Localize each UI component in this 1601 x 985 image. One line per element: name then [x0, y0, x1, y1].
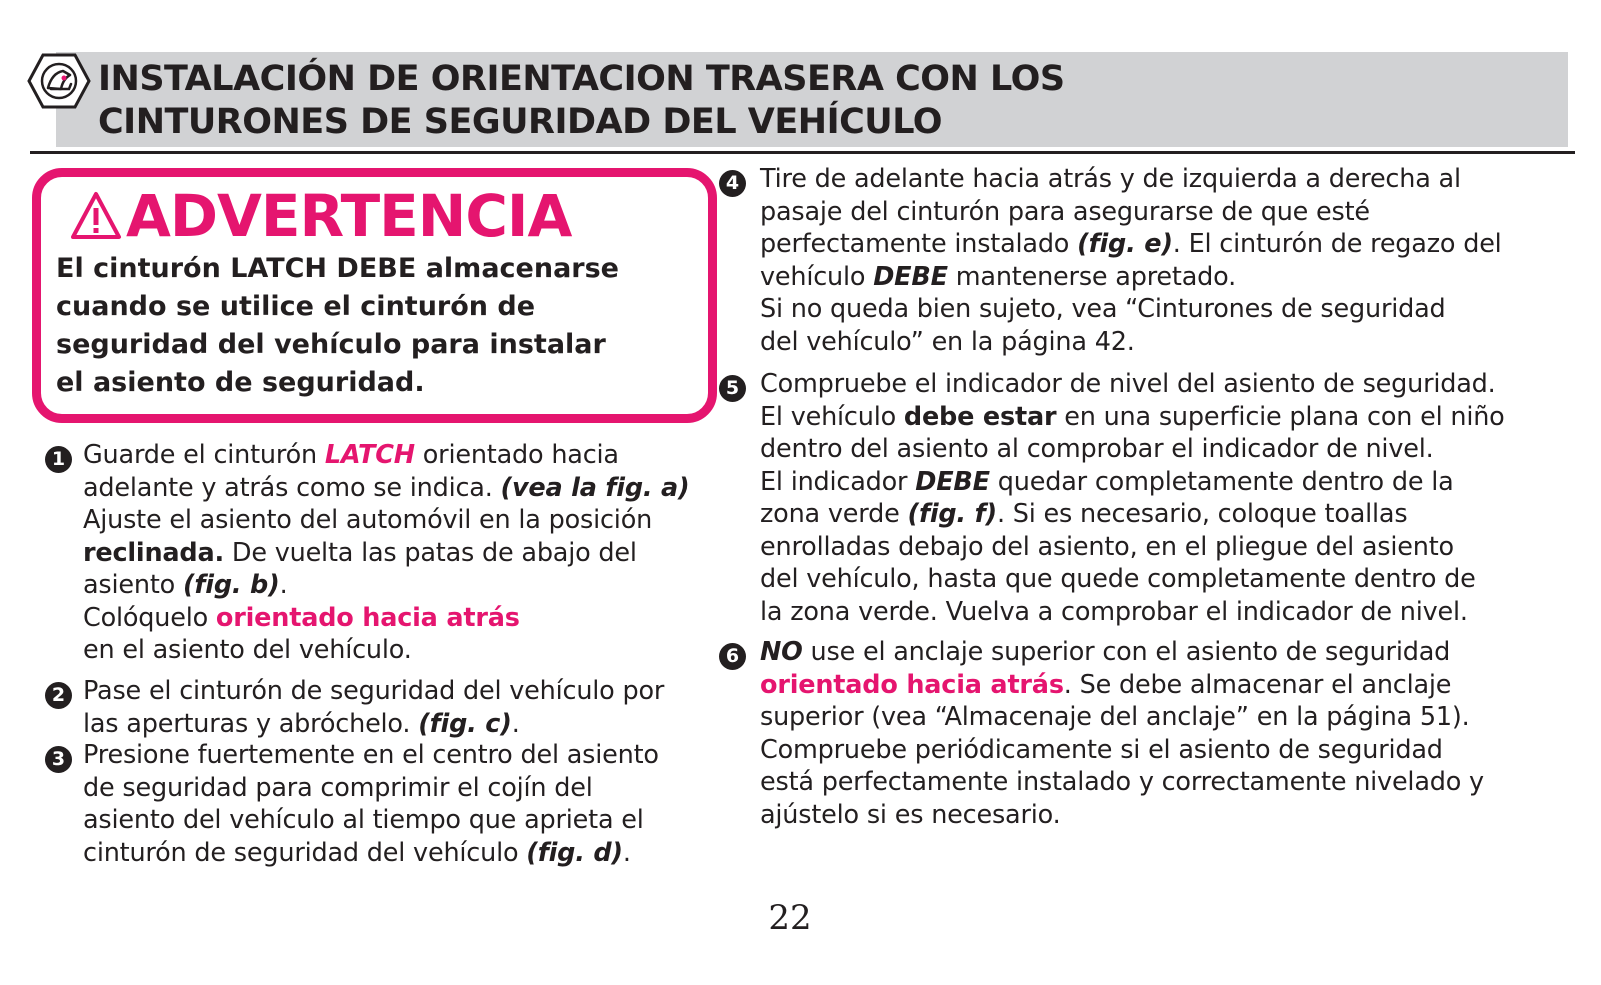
step-5-line: del vehículo, hasta que quede completamente dentro de	[760, 564, 1476, 594]
text-run: .	[622, 837, 631, 868]
step-1-line	[83, 439, 690, 472]
step-number-6: 6	[719, 643, 746, 670]
step-5-line	[760, 401, 1505, 434]
emphasis: NO	[760, 637, 803, 667]
emphasis: DEBE	[873, 261, 948, 292]
step-3-line	[83, 837, 659, 870]
step-5-line: enrolladas debajo del asiento, en el pliegue del asiento	[760, 531, 1454, 562]
page-title	[98, 58, 1538, 144]
figure-ref: (fig. d)	[526, 837, 623, 868]
step-1-line	[83, 569, 690, 602]
text-run: las aperturas y abróchelo.	[83, 708, 419, 739]
warning-line-3: seguridad del vehículo para instalar	[56, 329, 606, 360]
step-6-line: Compruebe periódicamente si el asiento de seguridad	[760, 734, 1443, 765]
step-2-line: Pase el cinturón de seguridad del vehículo por	[83, 676, 665, 706]
car-seat-icon	[27, 53, 91, 109]
step-4-line: Tire de adelante hacia atrás y de izquierda a derecha al	[760, 164, 1461, 194]
step-number-1: 1	[45, 446, 72, 473]
text-run: . Se debe almacenar el anclaje	[1063, 669, 1452, 700]
step-2-text	[83, 675, 664, 740]
step-4-line: del vehículo” en la página 42.	[760, 326, 1135, 357]
step-6-line: está perfectamente instalado y correctamente nivelado y	[760, 767, 1484, 797]
text-run: vehículo	[760, 261, 874, 292]
rear-facing-term: orientado hacia atrás	[215, 602, 520, 633]
text-run: adelante y atrás como se indica.	[83, 472, 501, 503]
text-run: cinturón de seguridad del vehículo	[83, 837, 527, 868]
figure-ref: (vea la fig. a)	[500, 472, 690, 503]
warning-triangle-icon	[70, 191, 122, 241]
step-number-4: 4	[719, 170, 746, 197]
warning-line-2: cuando se utilice el cinturón de	[56, 291, 536, 322]
warning-line-4: el asiento de seguridad.	[56, 367, 425, 398]
step-6-line: superior (vea “Almacenaje del anclaje” en la página 51).	[760, 702, 1470, 732]
text-run: De vuelta las patas de abajo del	[223, 537, 637, 568]
latch-term: LATCH	[324, 440, 415, 470]
text-run: El vehículo	[760, 401, 904, 432]
warning-heading	[70, 180, 571, 252]
text-run: perfectamente instalado	[760, 229, 1078, 259]
text-run: . Si es necesario, coloque toallas	[996, 499, 1408, 529]
figure-ref: (fig. f)	[907, 499, 997, 529]
step-1-line	[83, 602, 690, 635]
rear-facing-term: orientado hacia atrás	[760, 669, 1064, 700]
step-5-text	[760, 368, 1505, 628]
step-1-line	[83, 537, 690, 570]
warning-line-1: El cinturón LATCH DEBE almacenarse	[56, 253, 619, 284]
text-run: .	[279, 570, 288, 600]
text-run: en una superficie plana con el niño	[1056, 401, 1505, 432]
warning-text	[56, 250, 706, 402]
emphasis: DEBE	[915, 466, 990, 497]
figure-ref: (fig. b)	[182, 570, 280, 600]
figure-ref: (fig. c)	[418, 708, 512, 739]
text-run: orientado hacia	[414, 440, 619, 470]
step-5-line: la zona verde. Vuelva a comprobar el indicador de nivel.	[760, 596, 1468, 627]
step-4-line	[760, 228, 1502, 261]
step-number-5: 5	[719, 375, 746, 402]
title-line-1: INSTALACIÓN DE ORIENTACION TRASERA CON LOS	[98, 59, 1065, 99]
figure-ref: (fig. e)	[1077, 229, 1173, 259]
step-1-line	[83, 472, 690, 505]
text-run: El indicador	[760, 466, 916, 497]
step-2-line	[83, 708, 664, 741]
header-divider	[30, 151, 1575, 154]
step-4-text	[760, 163, 1502, 358]
step-4-line: pasaje del cinturón para asegurarse de que esté	[760, 196, 1370, 227]
emphasis: debe estar	[903, 401, 1057, 432]
step-5-line	[760, 466, 1505, 499]
step-4-line: Si no queda bien sujeto, vea “Cinturones de seguridad	[760, 294, 1446, 324]
step-3-line: Presione fuertemente en el centro del asiento	[83, 740, 659, 770]
text-run: asiento	[83, 570, 183, 600]
step-3-line: asiento del vehículo al tiempo que aprieta el	[83, 805, 644, 835]
step-6-line	[760, 669, 1484, 702]
step-6-text	[760, 636, 1484, 831]
text-run: quedar completamente dentro de la	[989, 466, 1454, 497]
text-run: Colóquelo	[83, 602, 216, 633]
text-run: .	[511, 708, 520, 739]
step-number-3: 3	[45, 746, 72, 773]
step-number-2: 2	[45, 682, 72, 709]
step-6-line: ajústelo si es necesario.	[760, 799, 1061, 830]
step-5-line: dentro del asiento al comprobar el indicador de nivel.	[760, 434, 1434, 464]
step-1-text	[83, 439, 690, 667]
page-number: 22	[768, 898, 812, 938]
text-run: zona verde	[760, 499, 908, 529]
step-4-line	[760, 261, 1502, 294]
step-1-line: en el asiento del vehículo.	[83, 635, 412, 665]
step-3-text	[83, 739, 659, 869]
step-5-line: Compruebe el indicador de nivel del asiento de seguridad.	[760, 369, 1496, 399]
text-run: mantenerse apretado.	[947, 261, 1236, 292]
title-line-2: CINTURONES DE SEGURIDAD DEL VEHÍCULO	[98, 102, 943, 142]
text-run: Guarde el cinturón	[83, 440, 325, 470]
warning-title: ADVERTENCIA	[126, 182, 572, 250]
step-1-line: Ajuste el asiento del automóvil en la posición	[83, 505, 653, 535]
emphasis: reclinada.	[83, 537, 224, 568]
step-5-line	[760, 498, 1505, 531]
step-3-line: de seguridad para comprimir el cojín del	[83, 772, 593, 803]
step-6-line	[760, 636, 1484, 669]
text-run: use el anclaje superior con el asiento de seguridad	[802, 637, 1451, 667]
text-run: . El cinturón de regazo del	[1172, 229, 1502, 259]
